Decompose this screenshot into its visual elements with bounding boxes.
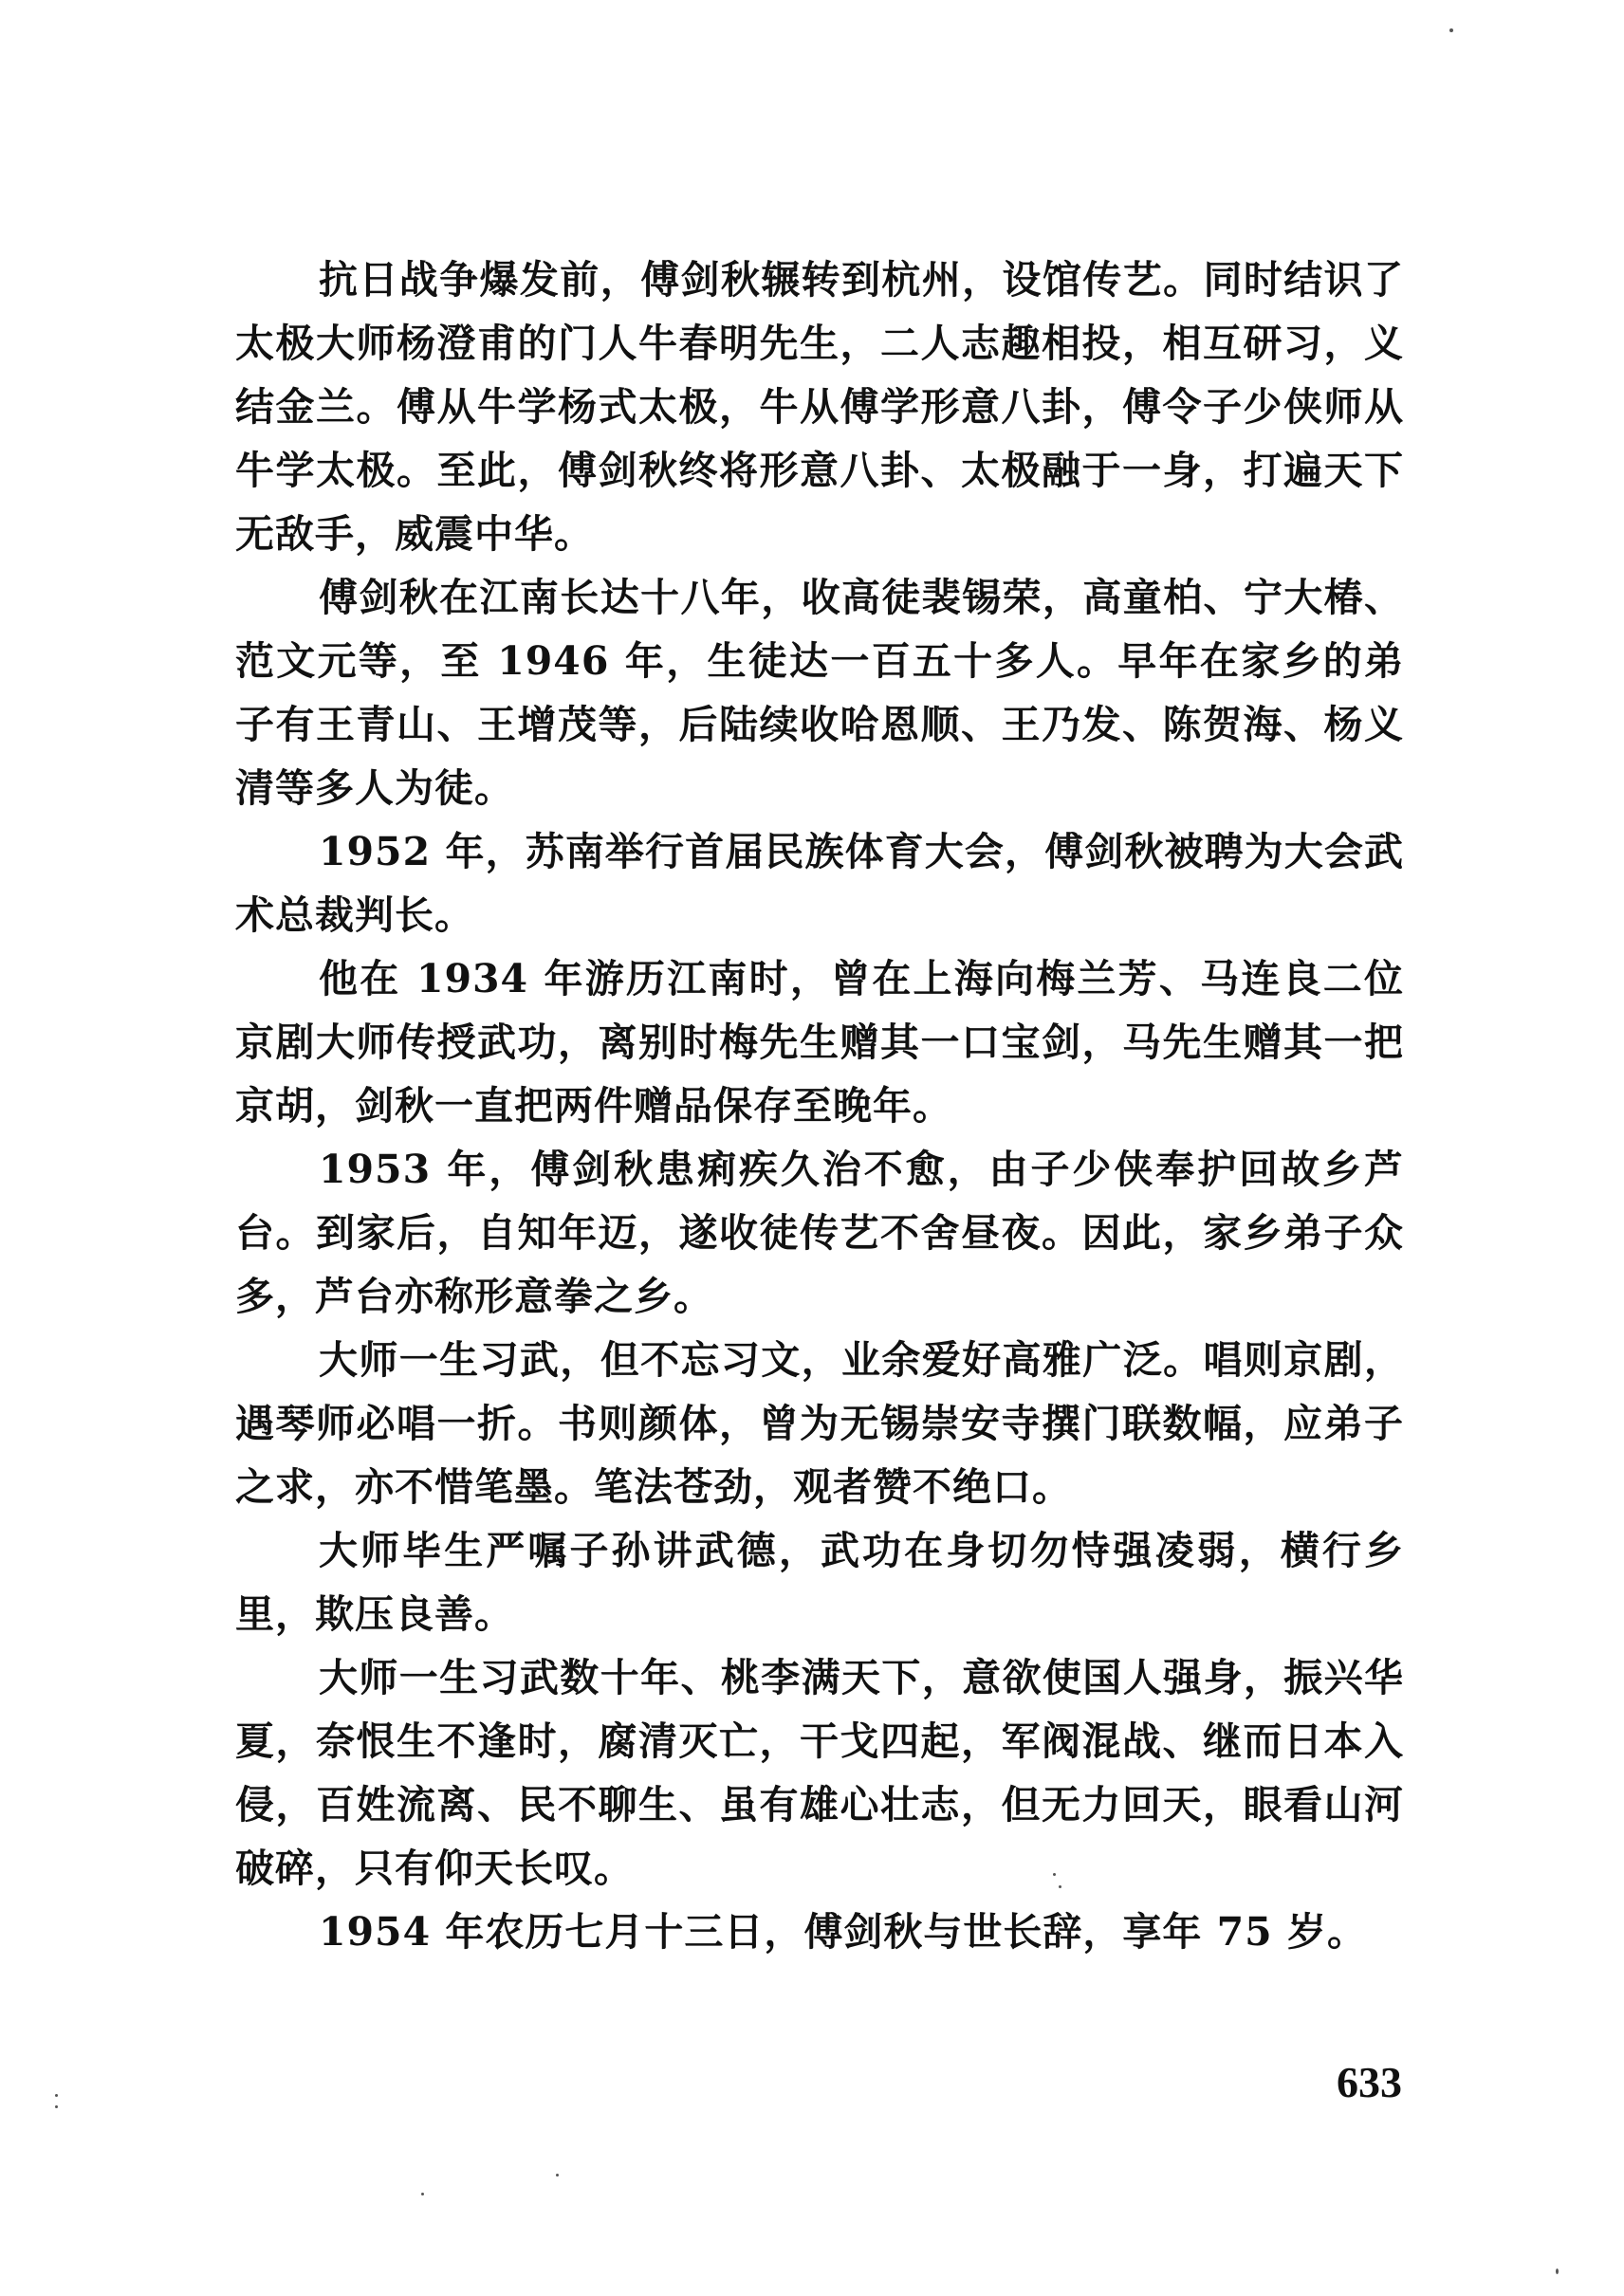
scan-speck [55, 2094, 58, 2097]
scan-speck [421, 2193, 424, 2195]
paragraph: 1953 年，傅剑秋患痢疾久治不愈，由子少侠奉护回故乡芦台。到家后，自知年迈，遂收徒传艺不舍昼夜。因此，家乡弟子众多，芦台亦称形意拳之乡。 [235, 1147, 1404, 1319]
paragraph: 傅剑秋在江南长达十八年，收高徒裴锡荣，高童柏、宁大椿、范文元等，至 1946 年，生徒达一百五十多人。早年在家乡的弟子有王青山、王增茂等，后陆续收哈恩顺、王乃发、陈贺海、杨义清等多人为徒。 [235, 575, 1404, 811]
scan-speck [556, 2174, 559, 2177]
scan-speck [1449, 28, 1453, 32]
body-text [235, 248, 1404, 1964]
paragraph: 抗日战争爆发前，傅剑秋辗转到杭州，设馆传艺。同时结识了太极大师杨澄甫的门人牛春明先生，二人志趣相投，相互研习，义结金兰。傅从牛学杨式太极，牛从傅学形意八卦，傅令子少侠师从牛学太极。至此，傅剑秋终将形意八卦、太极融于一身，打遍天下无敌手，威震中华。 [235, 257, 1404, 557]
paragraph: 他在 1934 年游历江南时，曾在上海向梅兰芳、马连良二位京剧大师传授武功，离别时梅先生赠其一口宝剑，马先生赠其一把京胡，剑秋一直把两件赠品保存至晚年。 [235, 956, 1404, 1129]
paragraph: 大师毕生严嘱子孙讲武德，武功在身切勿恃强凌弱，横行乡里，欺压良善。 [235, 1528, 1404, 1637]
paragraph: 1954 年农历七月十三日，傅剑秋与世长辞，享年 75 岁。 [319, 1909, 1367, 1955]
paragraph: 大师一生习武，但不忘习文，业余爱好高雅广泛。唱则京剧，遇琴师必唱一折。书则颜体，曾为无锡崇安寺撰门联数幅，应弟子之求，亦不惜笔墨。笔法苍劲，观者赞不绝口。 [235, 1337, 1404, 1510]
scan-speck [1053, 1873, 1056, 1876]
page-number: 633 [1337, 2058, 1402, 2106]
scan-speck [55, 2105, 58, 2108]
paragraph: 1952 年，苏南举行首届民族体育大会，傅剑秋被聘为大会武术总裁判长。 [235, 829, 1404, 938]
paragraph: 大师一生习武数十年、桃李满天下，意欲使国人强身，振兴华夏，奈恨生不逢时，腐清灭亡，干戈四起，军阀混战、继而日本入侵，百姓流离、民不聊生、虽有雄心壮志，但无力回天，眼看山河破碎，只有仰天长叹。 [235, 1655, 1404, 1891]
scan-speck [1556, 2268, 1559, 2274]
scan-speck [1059, 1885, 1061, 1888]
